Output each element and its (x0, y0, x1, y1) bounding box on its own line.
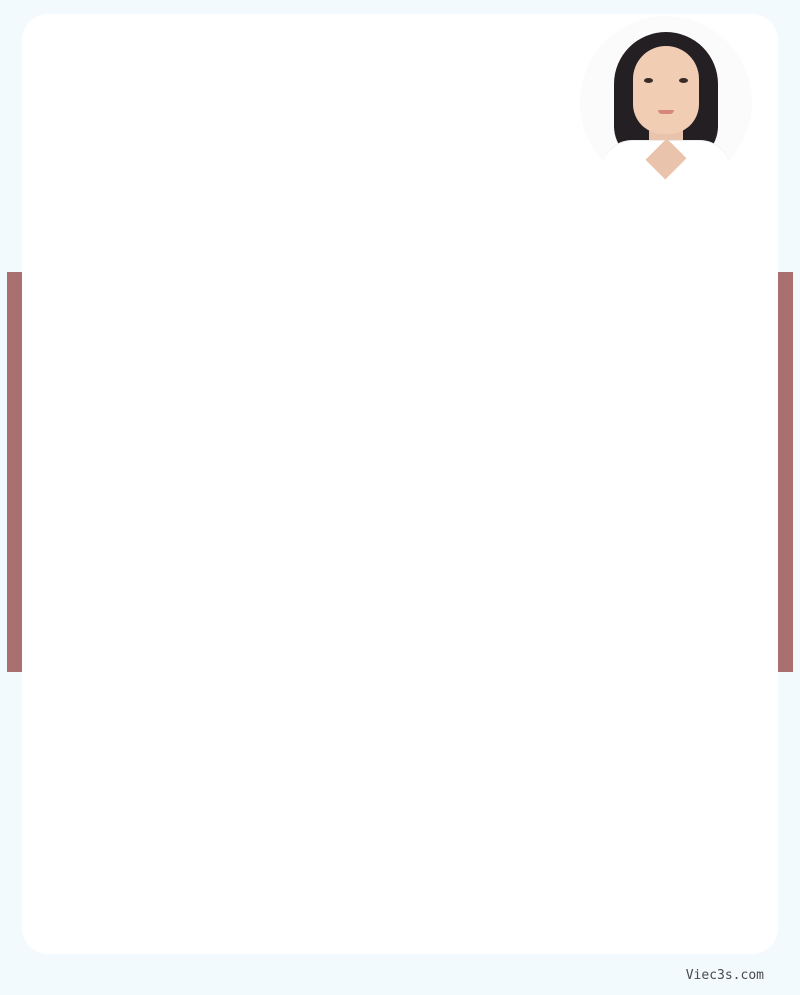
site-watermark: Viec3s.com (685, 968, 764, 983)
candidate-photo (580, 16, 752, 188)
portrait-eye-right (679, 78, 688, 83)
portrait-mouth (658, 110, 674, 114)
portrait-eye-left (644, 78, 653, 83)
portrait-face (633, 46, 699, 134)
portrait-image (580, 16, 752, 188)
